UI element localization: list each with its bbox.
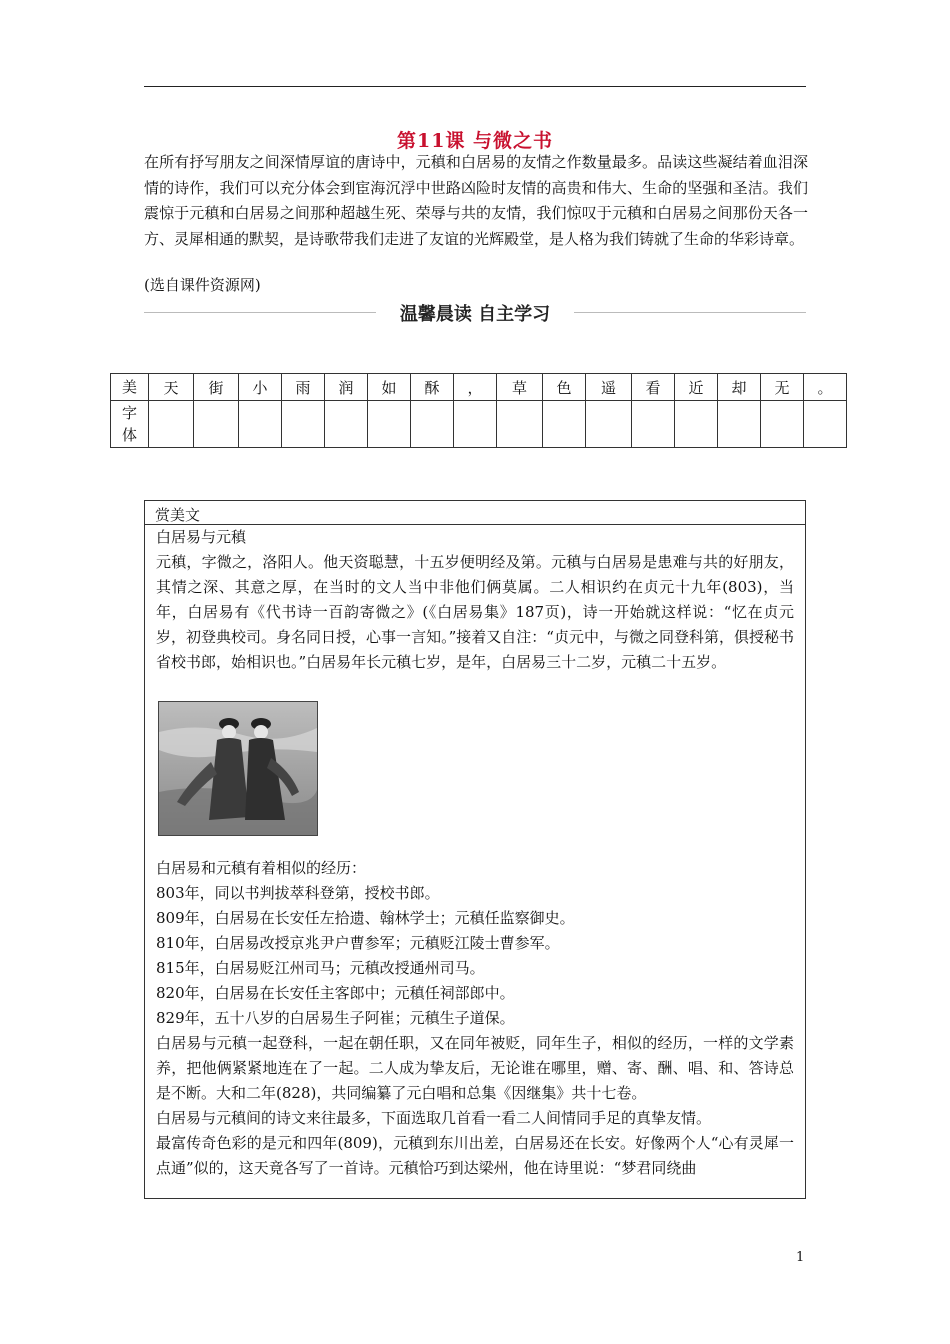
calligraphy-char-cell: 。 (804, 374, 847, 401)
calligraphy-char-cell: 看 (632, 374, 675, 401)
section-heading-text: 温馨晨读 自主学习 (399, 304, 551, 325)
calligraphy-char-cell: 小 (239, 374, 282, 401)
calligraphy-practice-cell[interactable] (543, 401, 586, 448)
calligraphy-char-cell: 润 (325, 374, 368, 401)
calligraphy-char-cell: 街 (194, 374, 239, 401)
label-char: 体 (121, 426, 137, 444)
calligraphy-char-cell: 近 (675, 374, 718, 401)
calligraphy-practice-cell[interactable] (804, 401, 847, 448)
reading-box-heading: 赏美文 (145, 501, 805, 525)
section-rule-right (574, 312, 806, 313)
calligraphy-char-cell: 酥 (411, 374, 454, 401)
calligraphy-char-cell: 却 (718, 374, 761, 401)
article-paragraph: 元稹，字微之，洛阳人。他天资聪慧，十五岁便明经及第。元稹与白居易是患难与共的好朋友，其情之深、其意之厚，在当时的文人当中非他们俩莫属。二人相识约在贞元十九年(803)，当年，白居易有《代书诗一百韵寄微之》(《白居易集》187页)，诗一开始就这样说：“忆在贞元岁，初登典校司。身名同日授，心事一言知。”接着又自注：“贞元中，与微之同登科第，俱授秘书省校书郎，始相识也。”白居易年长元稹七岁，是年，白居易三十二岁，元稹二十五岁。 (156, 553, 794, 671)
calligraphy-practice-cell[interactable] (282, 401, 325, 448)
calligraphy-label-bottom (111, 401, 149, 448)
calligraphy-practice-cell[interactable] (411, 401, 454, 448)
calligraphy-char-cell: ， (454, 374, 497, 401)
calligraphy-char-cell: 天 (149, 374, 194, 401)
timeline-item: 820年，白居易在长安任主客郎中；元稹任祠部郎中。 (156, 984, 515, 1002)
article-paragraph: 白居易与元稹一起登科，一起在朝任职，又在同年被贬，同年生子，相似的经历，一样的文学素养，把他俩紧紧地连在了一起。二人成为挚友后，无论谁在哪里，赠、寄、酬、唱、和、答诗总是不断。大和二年(828)，共同编纂了元白唱和总集《因继集》共十七卷。 (156, 1034, 794, 1102)
article-paragraph: 最富传奇色彩的是元和四年(809)，元稹到东川出差，白居易还在长安。好像两个人“心有灵犀一点通”似的，这天竟各写了一首诗。元稹恰巧到达梁州，他在诗里说：“梦君同绕曲 (156, 1134, 794, 1177)
timeline-intro: 白居易和元稹有着相似的经历： (156, 859, 367, 877)
calligraphy-char-cell: 如 (368, 374, 411, 401)
calligraphy-char-cell: 色 (543, 374, 586, 401)
timeline-item: 829年，五十八岁的白居易生子阿崔；元稹生子道保。 (156, 1009, 515, 1027)
page-number: 1 (796, 1250, 805, 1265)
timeline-item: 810年，白居易改授京兆尹户曹参军；元稹贬江陵士曹参军。 (156, 934, 560, 952)
article-subtitle: 白居易与元稹 (156, 528, 247, 546)
calligraphy-practice-cell[interactable] (368, 401, 411, 448)
intro-paragraph (144, 150, 808, 252)
header-rule (144, 86, 806, 87)
calligraphy-char-cell: 雨 (282, 374, 325, 401)
label-char: 字 (121, 404, 137, 422)
calligraphy-practice-cell[interactable] (149, 401, 194, 448)
calligraphy-practice-cell[interactable] (632, 401, 675, 448)
calligraphy-practice-row (111, 401, 847, 448)
intro-text: 在所有抒写朋友之间深情厚谊的唐诗中，元稹和白居易的友情之作数量最多。品读这些凝结着血泪深情的诗作，我们可以充分体会到宦海沉浮中世路凶险时友情的高贵和伟大、生命的坚强和圣洁。我们震惊于元稹和白居易之间那种超越生死、荣辱与共的友情，我们惊叹于元稹和白居易之间那份天各一方、灵犀相通的默契，是诗歌带我们走进了友谊的光辉殿堂，是人格为我们铸就了生命的华彩诗章。 (144, 153, 808, 248)
calligraphy-table (110, 373, 847, 448)
reading-box (144, 500, 806, 1199)
section-heading (144, 300, 806, 324)
calligraphy-practice-cell[interactable] (497, 401, 543, 448)
timeline-item: 815年，白居易贬江州司马；元稹改授通州司马。 (156, 959, 485, 977)
calligraphy-practice-cell[interactable] (675, 401, 718, 448)
calligraphy-practice-cell[interactable] (239, 401, 282, 448)
reading-content (145, 525, 805, 1181)
calligraphy-practice-cell[interactable] (718, 401, 761, 448)
calligraphy-practice-cell[interactable] (761, 401, 804, 448)
calligraphy-char-cell: 草 (497, 374, 543, 401)
calligraphy-practice-cell[interactable] (194, 401, 239, 448)
lesson-title: 第11课 与微之书 (396, 130, 554, 152)
calligraphy-practice-cell[interactable] (586, 401, 632, 448)
calligraphy-practice-cell[interactable] (325, 401, 368, 448)
article-paragraph: 白居易与元稹间的诗文来往最多，下面选取几首看一看二人间情同手足的真挚友情。 (156, 1109, 712, 1127)
timeline-item: 803年，同以书判拔萃科登第，授校书郎。 (156, 884, 440, 902)
source-note: (选自课件资源网) (144, 276, 261, 294)
timeline-item: 809年，白居易在长安任左拾遗、翰林学士；元稹任监察御史。 (156, 909, 575, 927)
calligraphy-char-cell: 无 (761, 374, 804, 401)
calligraphy-char-cell: 遥 (586, 374, 632, 401)
calligraphy-practice-cell[interactable] (454, 401, 497, 448)
bai-yuan-painting-image (158, 701, 318, 836)
calligraphy-label-top: 美 (111, 374, 149, 401)
calligraphy-char-row (111, 374, 847, 401)
section-rule-left (144, 312, 376, 313)
